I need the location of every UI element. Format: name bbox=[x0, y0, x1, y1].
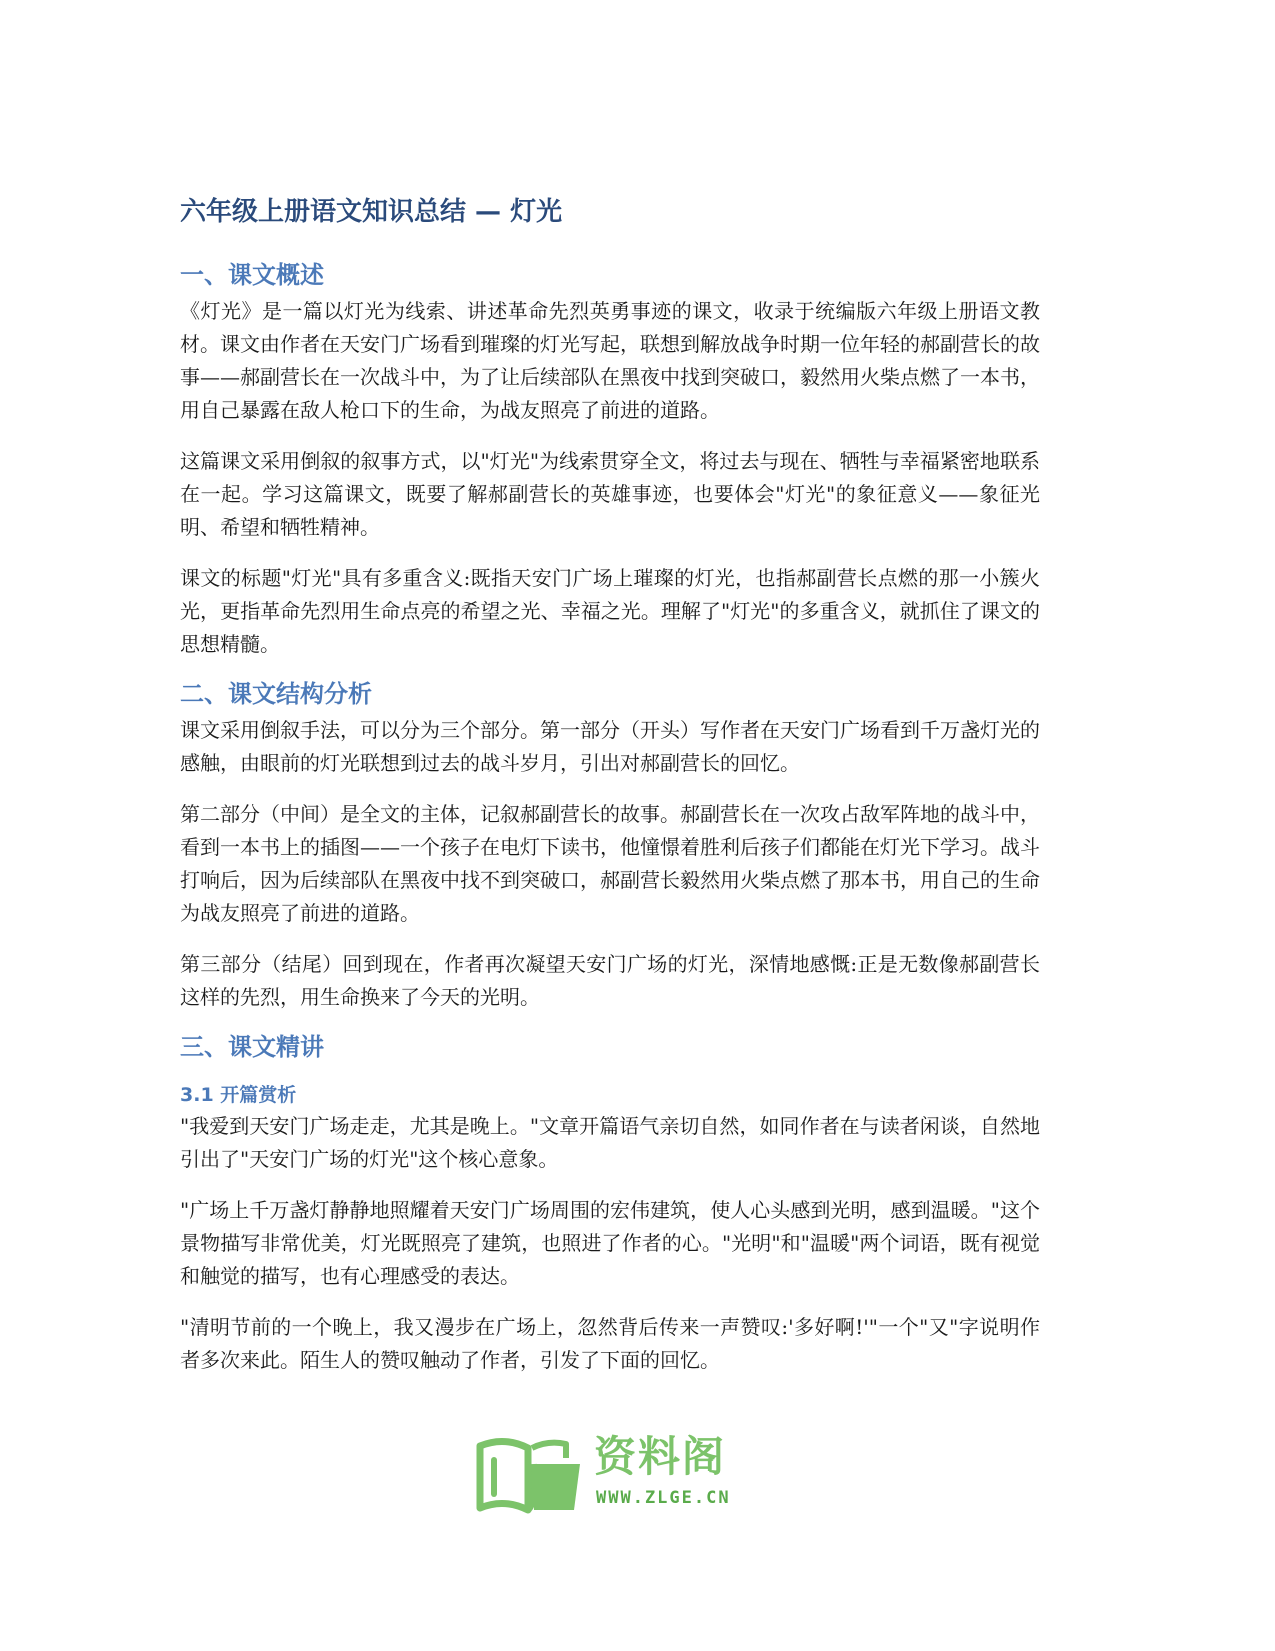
section-heading: 三、课文精讲 bbox=[180, 1033, 324, 1062]
document-page bbox=[180, 196, 1040, 1395]
paragraph: "清明节前的一个晚上，我又漫步在广场上，忽然背后传来一声赞叹:'多好啊!'"一个"又"字说明作者多次来此。陌生人的赞叹触动了作者，引发了下面的回忆。 bbox=[180, 1315, 1040, 1373]
watermark-logo bbox=[474, 1430, 744, 1520]
section-heading: 二、课文结构分析 bbox=[180, 679, 372, 708]
paragraph: 课文的标题"灯光"具有多重含义:既指天安门广场上璀璨的灯光，也指郝副营长点燃的那一小簇火光，更指革命先烈用生命点亮的希望之光、幸福之光。理解了"灯光"的多重含义，就抓住了课文的思想精髓。 bbox=[180, 565, 1040, 656]
paragraph: 这篇课文采用倒叙的叙事方式，以"灯光"为线索贯穿全文，将过去与现在、牺牲与幸福紧密地联系在一起。学习这篇课文，既要了解郝副营长的英雄事迹，也要体会"灯光"的象征意义——象征光明、希望和牺牲精神。 bbox=[180, 448, 1040, 539]
open-book-icon bbox=[474, 1434, 586, 1514]
watermark-name: 资料阁 bbox=[594, 1432, 727, 1481]
paragraph: "我爱到天安门广场走走，尤其是晚上。"文章开篇语气亲切自然，如同作者在与读者闲谈，自然地引出了"天安门广场的灯光"这个核心意象。 bbox=[180, 1114, 1040, 1172]
section-heading: 一、课文概述 bbox=[180, 260, 324, 289]
section-close-reading bbox=[180, 1032, 1040, 1377]
paragraph: 课文采用倒叙手法，可以分为三个部分。第一部分（开头）写作者在天安门广场看到千万盏灯光的感触，由眼前的灯光联想到过去的战斗岁月，引出对郝副营长的回忆。 bbox=[180, 718, 1040, 776]
document-title: 六年级上册语文知识总结 — 灯光 bbox=[180, 197, 563, 227]
paragraph: "广场上千万盏灯静静地照耀着天安门广场周围的宏伟建筑，使人心头感到光明，感到温暖。"这个景物描写非常优美，灯光既照亮了建筑，也照进了作者的心。"光明"和"温暖"两个词语，既有视觉和触觉的描写，也有心理感受的表达。 bbox=[180, 1198, 1040, 1289]
paragraph: 《灯光》是一篇以灯光为线索、讲述革命先烈英勇事迹的课文，收录于统编版六年级上册语文教材。课文由作者在天安门广场看到璀璨的灯光写起，联想到解放战争时期一位年轻的郝副营长的故事——郝副营长在一次战斗中，为了让后续部队在黑夜中找到突破口，毅然用火柴点燃了一本书，用自己暴露在敌人枪口下的生命，为战友照亮了前进的道路。 bbox=[180, 298, 1040, 422]
section-overview bbox=[180, 260, 1040, 661]
watermark-url: WWW.ZLGE.CN bbox=[596, 1488, 731, 1508]
section-structure bbox=[180, 679, 1040, 1014]
paragraph: 第二部分（中间）是全文的主体，记叙郝副营长的故事。郝副营长在一次攻占敌军阵地的战斗中，看到一本书上的插图——一个孩子在电灯下读书，他憧憬着胜利后孩子们都能在灯光下学习。战斗打响后，因为后续部队在黑夜中找不到突破口，郝副营长毅然用火柴点燃了那本书，用自己的生命为战友照亮了前进的道路。 bbox=[180, 802, 1040, 926]
paragraph: 第三部分（结尾）回到现在，作者再次凝望天安门广场的灯光，深情地感慨:正是无数像郝副营长这样的先烈，用生命换来了今天的光明。 bbox=[180, 952, 1040, 1010]
subsection-heading: 3.1 开篇赏析 bbox=[180, 1084, 297, 1107]
